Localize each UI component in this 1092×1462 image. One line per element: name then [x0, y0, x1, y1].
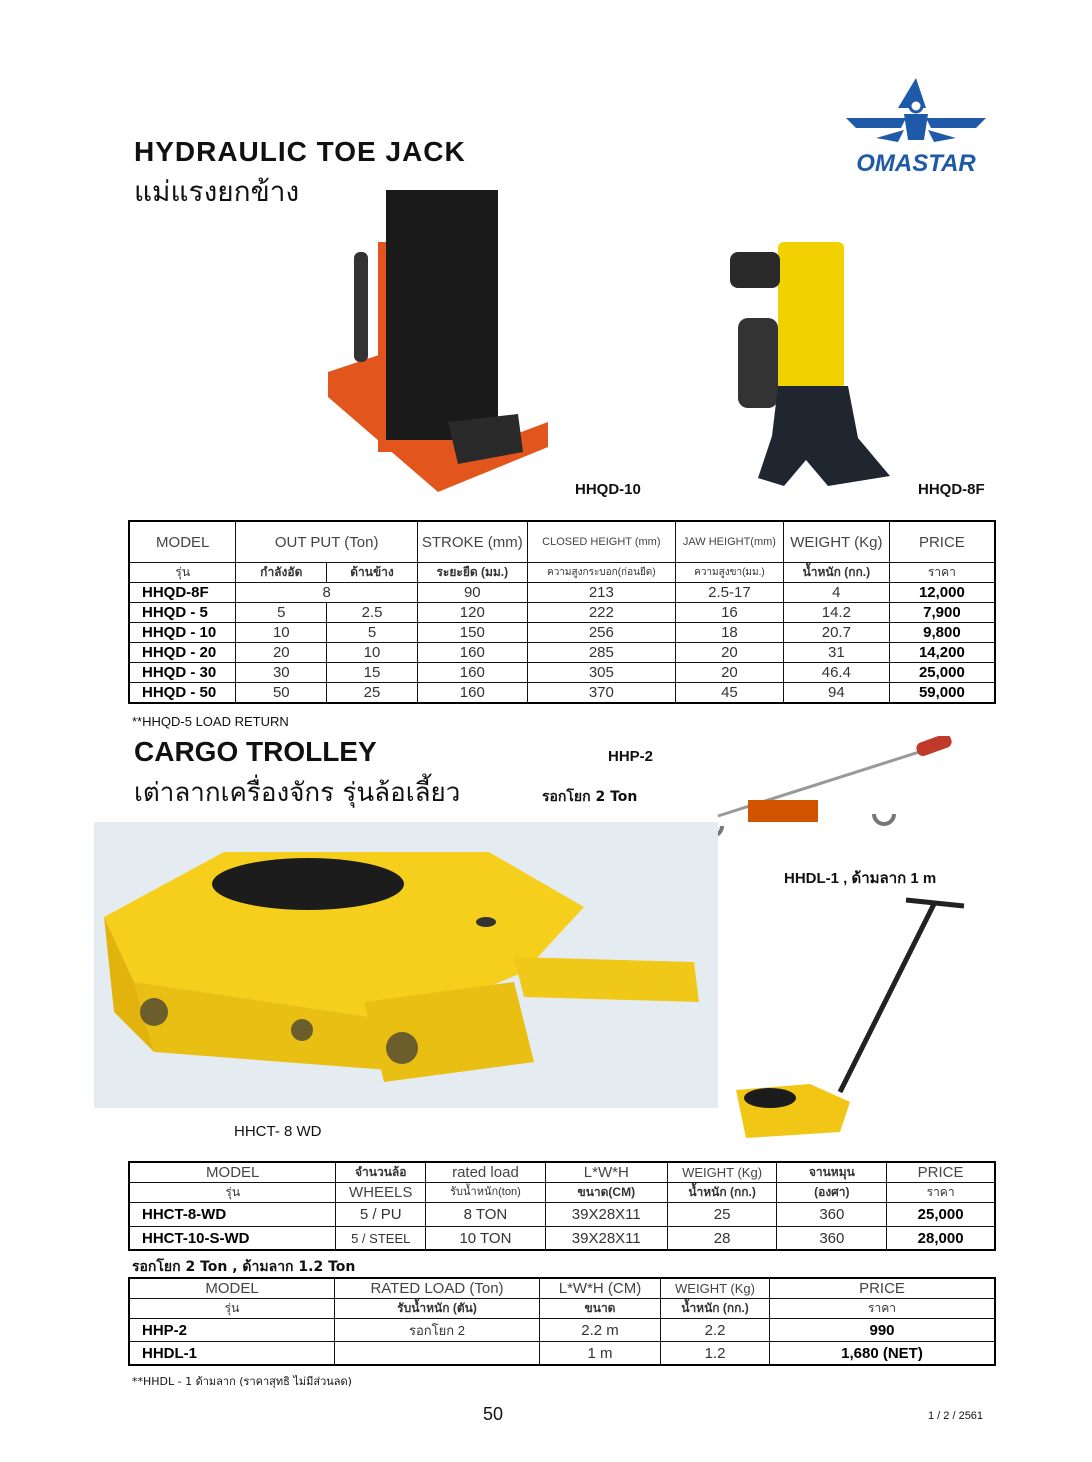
cell-lwh: 1 m	[540, 1342, 661, 1366]
table1-note: **HHQD-5 LOAD RETURN	[132, 714, 289, 729]
cell-lift: 5	[236, 603, 327, 623]
t2-sub-price: ราคา	[887, 1183, 995, 1203]
th2-lift: กำลังอัด	[236, 563, 327, 583]
table-row	[129, 1342, 995, 1366]
table-row	[129, 1203, 995, 1227]
cell-closed: 213	[527, 583, 675, 603]
cell-stroke: 120	[417, 603, 527, 623]
cell-closed: 305	[527, 663, 675, 683]
th2-jaw: ความสูงขา(มม.)	[675, 563, 783, 583]
cell-closed: 256	[527, 623, 675, 643]
cell-model: HHDL-1	[129, 1342, 335, 1366]
t2-sub-wheels: WHEELS	[336, 1183, 426, 1203]
th2-stroke: ระยะยืด (มม.)	[417, 563, 527, 583]
cell-jaw: 20	[675, 643, 783, 663]
cell-wheels: 5 / STEEL	[336, 1227, 426, 1251]
th-model: MODEL	[129, 521, 236, 563]
cell-model: HHQD - 30	[129, 663, 236, 683]
table-row	[129, 683, 995, 704]
cell-weight: 20.7	[783, 623, 889, 643]
cell-turn: 360	[777, 1227, 887, 1251]
cell-side: 10	[327, 643, 418, 663]
cell-price: 9,800	[889, 623, 995, 643]
th2-side: ด้านข้าง	[327, 563, 418, 583]
cell-lwh: 39X28X11	[545, 1203, 667, 1227]
cell-stroke: 160	[417, 643, 527, 663]
cell-jaw: 18	[675, 623, 783, 643]
hhqd8f-photo	[718, 238, 892, 494]
t3-th-load: RATED LOAD (Ton)	[335, 1278, 540, 1299]
cell-jaw: 20	[675, 663, 783, 683]
cell-model: HHQD - 10	[129, 623, 236, 643]
th-price: PRICE	[889, 521, 995, 563]
cell-jaw: 16	[675, 603, 783, 623]
cell-price: 59,000	[889, 683, 995, 704]
t3-th-price: PRICE	[770, 1278, 996, 1299]
t3-sub-price: ราคา	[770, 1299, 996, 1319]
cell-weight: 46.4	[783, 663, 889, 683]
photo-label-hhqd8f: HHQD-8F	[918, 481, 985, 498]
t2-th-wheels: จำนวนล้อ	[336, 1162, 426, 1183]
t3-sub-weight: น้ำหนัก (กก.)	[661, 1299, 770, 1319]
cell-closed: 222	[527, 603, 675, 623]
t3-th-model: MODEL	[129, 1278, 335, 1299]
th-weight: WEIGHT (Kg)	[783, 521, 889, 563]
brand-name: OMASTAR	[856, 150, 976, 177]
t2-th-weight: WEIGHT (Kg)	[667, 1162, 777, 1183]
hhct-label: HHCT- 8 WD	[234, 1123, 322, 1140]
table-row	[129, 1227, 995, 1251]
cell-stroke: 150	[417, 623, 527, 643]
cell-price: 25,000	[889, 663, 995, 683]
t3-th-lwh: L*W*H (CM)	[540, 1278, 661, 1299]
t2-th-lwh: L*W*H	[545, 1162, 667, 1183]
section2-subtitle: เต่าลากเครื่องจักร รุ่นล้อเลี้ยว	[134, 778, 461, 808]
cell-load: รอกโยก 2	[335, 1319, 540, 1342]
trolley-table	[128, 1161, 996, 1251]
footer-date: 1 / 2 / 2561	[928, 1410, 984, 1422]
t2-sub-lwh: ขนาด(CM)	[545, 1183, 667, 1203]
cell-side: 15	[327, 663, 418, 683]
cell-model: HHQD-8F	[129, 583, 236, 603]
t3-sub-lwh: ขนาด	[540, 1299, 661, 1319]
table-row	[129, 643, 995, 663]
omastar-logo	[846, 78, 986, 188]
th2-model: รุ่น	[129, 563, 236, 583]
photo-label-hhqd10: HHQD-10	[575, 481, 641, 498]
cell-stroke: 90	[417, 583, 527, 603]
th2-weight: น้ำหนัก (กก.)	[783, 563, 889, 583]
cell-price: 14,200	[889, 643, 995, 663]
hhp-label: HHP-2	[608, 748, 654, 765]
th-output: OUT PUT (Ton)	[236, 521, 417, 563]
cell-load: 10 TON	[426, 1227, 546, 1251]
hhdl-label: HHDL-1 , ด้ามลาก 1 m	[784, 870, 937, 887]
cell-price: 7,900	[889, 603, 995, 623]
cell-price: 25,000	[887, 1203, 995, 1227]
cell-stroke: 160	[417, 683, 527, 704]
table-row	[129, 1319, 995, 1342]
cell-weight: 94	[783, 683, 889, 704]
cell-side: 5	[327, 623, 418, 643]
section2-title: CARGO TROLLEY	[134, 736, 377, 767]
cell-weight: 25	[667, 1203, 777, 1227]
cell-model: HHQD - 50	[129, 683, 236, 704]
table-row	[129, 663, 995, 683]
cell-side: 25	[327, 683, 418, 704]
cell-lift: 50	[236, 683, 327, 704]
cell-weight: 31	[783, 643, 889, 663]
t2-sub-load: รับน้ำหนัก(ton)	[426, 1183, 546, 1203]
cell-jaw: 45	[675, 683, 783, 704]
t2-sub-model: รุ่น	[129, 1183, 336, 1203]
cell-price: 28,000	[887, 1227, 995, 1251]
th-stroke: STROKE (mm)	[417, 521, 527, 563]
handle-photo	[730, 892, 978, 1144]
cell-weight: 14.2	[783, 603, 889, 623]
th-jaw: JAW HEIGHT(mm)	[675, 521, 783, 563]
cell-jaw: 2.5-17	[675, 583, 783, 603]
table-row	[129, 603, 995, 623]
table3-note: **HHDL - 1 ด้ามลาก (ราคาสุทธิ ไม่มีส่วนลด)	[132, 1375, 352, 1388]
cell-price: 1,680 (NET)	[770, 1342, 996, 1366]
t3-sub-model: รุ่น	[129, 1299, 335, 1319]
table-row	[129, 583, 995, 603]
toe-jack-photo	[318, 182, 558, 502]
cell-model: HHP-2	[129, 1319, 335, 1342]
cell-side: 2.5	[327, 603, 418, 623]
cell-turn: 360	[777, 1203, 887, 1227]
toe-jack-table	[128, 520, 996, 704]
th2-price: ราคา	[889, 563, 995, 583]
cell-price: 12,000	[889, 583, 995, 603]
cell-weight: 4	[783, 583, 889, 603]
cell-model: HHQD - 5	[129, 603, 236, 623]
cell-lift: 30	[236, 663, 327, 683]
cell-lwh: 39X28X11	[545, 1227, 667, 1251]
th2-closed: ความสูงกระบอก(ก่อนยืด)	[527, 563, 675, 583]
cell-lift: 20	[236, 643, 327, 663]
table-row	[129, 623, 995, 643]
hhp-sublabel: รอกโยก 2 Ton	[542, 789, 638, 805]
cell-model: HHCT-8-WD	[129, 1203, 336, 1227]
puller-photo	[688, 736, 956, 846]
page-number: 50	[483, 1404, 504, 1424]
cell-weight: 28	[667, 1227, 777, 1251]
cell-load: 8 TON	[426, 1203, 546, 1227]
t2-sub-weight: น้ำหนัก (กก.)	[667, 1183, 777, 1203]
trolley-photo	[94, 822, 718, 1108]
cell-closed: 285	[527, 643, 675, 663]
t2-th-model: MODEL	[129, 1162, 336, 1183]
t2-th-price: PRICE	[887, 1162, 995, 1183]
cell-lift: 10	[236, 623, 327, 643]
th-closed: CLOSED HEIGHT (mm)	[527, 521, 675, 563]
cell-wheels: 5 / PU	[336, 1203, 426, 1227]
t3-th-weight: WEIGHT (Kg)	[661, 1278, 770, 1299]
cell-model: HHCT-10-S-WD	[129, 1227, 336, 1251]
t3-sub-load: รับน้ำหนัก (ตัน)	[335, 1299, 540, 1319]
t2-sub-turn: (องศา)	[777, 1183, 887, 1203]
puller-table	[128, 1277, 996, 1366]
t2-th-turn: จานหมุน	[777, 1162, 887, 1183]
cell-lwh: 2.2 m	[540, 1319, 661, 1342]
cell-weight: 2.2	[661, 1319, 770, 1342]
cell-price: 990	[770, 1319, 996, 1342]
t2-th-load: rated load	[426, 1162, 546, 1183]
cell-stroke: 160	[417, 663, 527, 683]
table3-caption: รอกโยก 2 Ton , ด้ามลาก 1.2 Ton	[132, 1259, 356, 1275]
section1-title: HYDRAULIC TOE JACK	[134, 136, 466, 167]
cell-closed: 370	[527, 683, 675, 704]
cell-model: HHQD - 20	[129, 643, 236, 663]
section1-subtitle: แม่แรงยกข้าง	[134, 175, 300, 208]
cell-weight: 1.2	[661, 1342, 770, 1366]
cell-output: 8	[236, 583, 417, 603]
cell-load	[335, 1342, 540, 1366]
